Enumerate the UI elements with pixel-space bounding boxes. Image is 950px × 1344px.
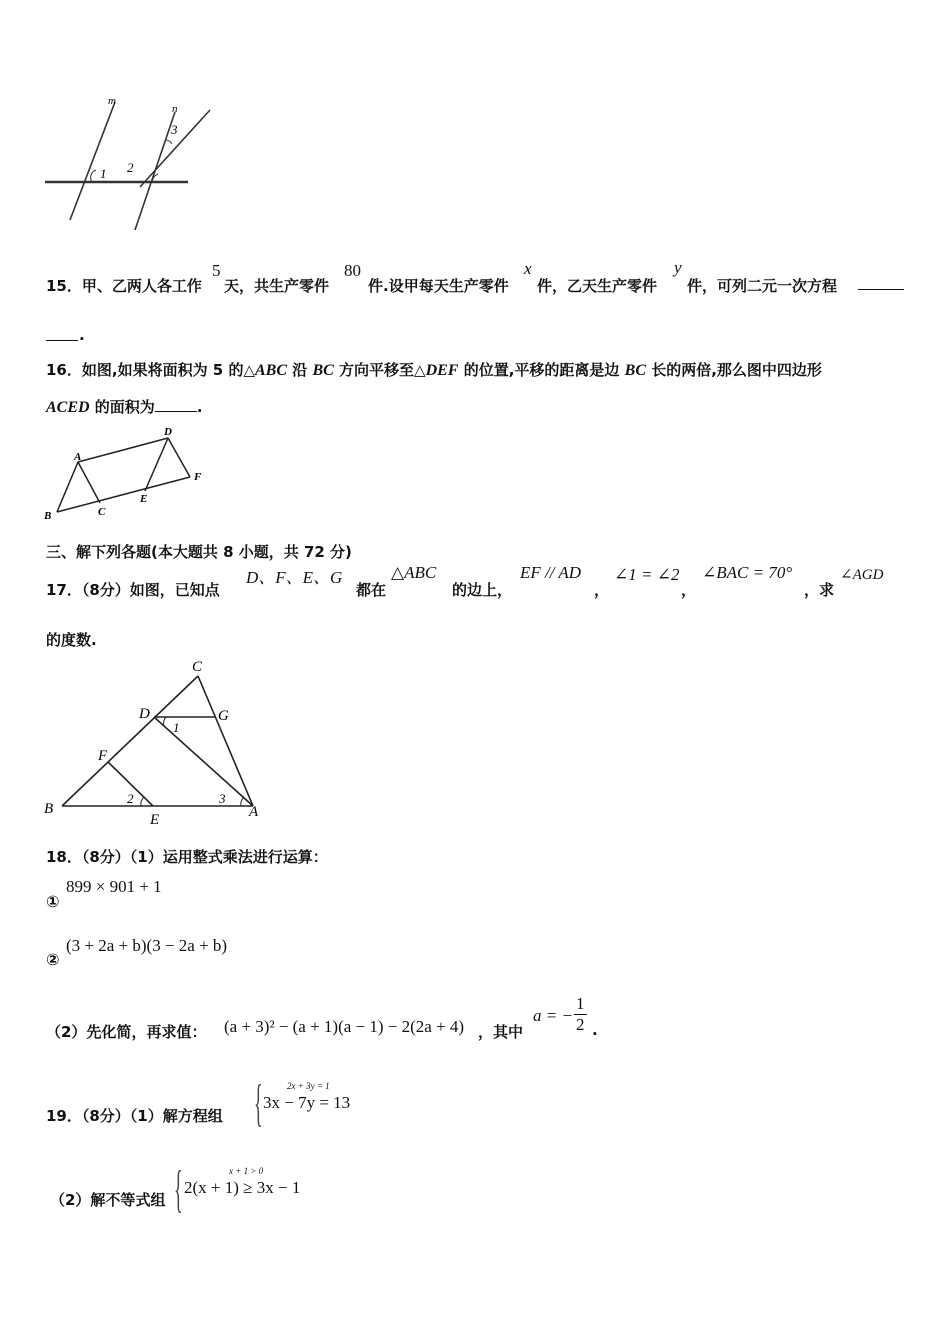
q18-expr-2: (3 + 2a + b)(3 − 2a + b) <box>66 936 228 955</box>
q19-inequality-brace: { <box>174 1161 183 1218</box>
fig17-label-D: D <box>139 706 150 722</box>
q15-total: 80 <box>344 261 361 280</box>
q15-answer-blank[interactable] <box>858 289 904 290</box>
question-18: 18．（8分）（1）运用整式乘法进行运算： <box>46 848 328 866</box>
fig17-label-A: A <box>249 804 259 820</box>
q17-cond-angles: ∠1 = ∠2 <box>614 565 680 584</box>
q18-item-2-marker: ② <box>46 950 60 969</box>
q16-line2: ACED 的面积为 . <box>46 398 203 416</box>
figure-translation <box>40 424 215 524</box>
q15-var-y: y <box>674 258 682 277</box>
fig17-label-C: C <box>192 659 203 675</box>
q17-triangle: △ABC <box>391 563 437 582</box>
line-m <box>70 102 115 220</box>
q18-expr-1: 899 × 901 + 1 <box>66 877 162 896</box>
q15-days: 5 <box>212 261 221 280</box>
section-3-heading: 三、解下列各题(本大题共 8 小题，共 72 分) <box>46 543 352 561</box>
q16-answer-blank[interactable] <box>155 397 197 412</box>
figure-triangle-abc <box>40 654 270 830</box>
angle-3-label: 3 <box>171 122 178 137</box>
q17-target-angle: ∠AGD <box>840 567 884 583</box>
q19-eq-top: 2x + 3y = 1 <box>287 1081 330 1091</box>
label-m: m <box>108 95 116 107</box>
angle-1-label: 1 <box>100 166 107 181</box>
fig17-angle-2: 2 <box>127 791 134 806</box>
fig17-angle-3: 3 <box>219 791 226 806</box>
q17-cond-bac: ∠BAC = 70° <box>702 563 793 582</box>
fig16-label-D: D <box>164 426 172 438</box>
fig17-label-E: E <box>150 812 160 828</box>
fig17-angle-1: 1 <box>173 720 180 735</box>
q15-var-x: x <box>524 259 532 278</box>
question-17: 17．（8分）如图，已知点 <box>46 581 220 599</box>
question-16: 16．如图,如果将面积为 5 的△ABC 沿 BC 方向平移至△DEF 的位置,平移的距离是边 BC 长的两倍,那么图中四边形 <box>46 361 822 379</box>
figure-parallel-lines <box>40 92 220 237</box>
q17-points: D、F、E、G <box>246 568 343 587</box>
q19-ineq-main: 2(x + 1) ≥ 3x − 1 <box>184 1178 301 1197</box>
q18-item-1-marker: ① <box>46 892 60 911</box>
q19-ineq-top: x + 1 > 0 <box>229 1166 264 1176</box>
fig17-label-F: F <box>98 748 108 764</box>
fig17-label-B: B <box>44 801 54 817</box>
q19-system-brace: { <box>254 1075 263 1132</box>
question-15: 15．甲、乙两人各工作 <box>46 277 202 295</box>
angle-2-label: 2 <box>127 160 134 175</box>
q15-number: 15． <box>46 277 82 295</box>
q15-answer-blank-cont[interactable] <box>46 340 78 341</box>
fig17-label-G: G <box>218 708 229 724</box>
q18-fraction-half: $\frac{1}{2}$ <box>576 994 585 1034</box>
q18-a-value: a = − <box>533 1006 573 1025</box>
q17-cond-parallel: EF // AD <box>520 563 582 582</box>
fig16-label-E: E <box>140 493 148 505</box>
fig16-label-F: F <box>194 471 202 483</box>
fig16-label-A: A <box>74 451 82 463</box>
fig16-label-C: C <box>98 506 106 518</box>
label-n: n <box>172 103 178 115</box>
q19-eq-main: 3x − 7y = 13 <box>263 1093 351 1112</box>
fig16-label-B: B <box>44 510 52 522</box>
q18-expr-3: (a + 3)² − (a + 1)(a − 1) − 2(2a + 4) <box>224 1017 465 1036</box>
question-19: 19．（8分）（1）解方程组 <box>46 1107 223 1125</box>
